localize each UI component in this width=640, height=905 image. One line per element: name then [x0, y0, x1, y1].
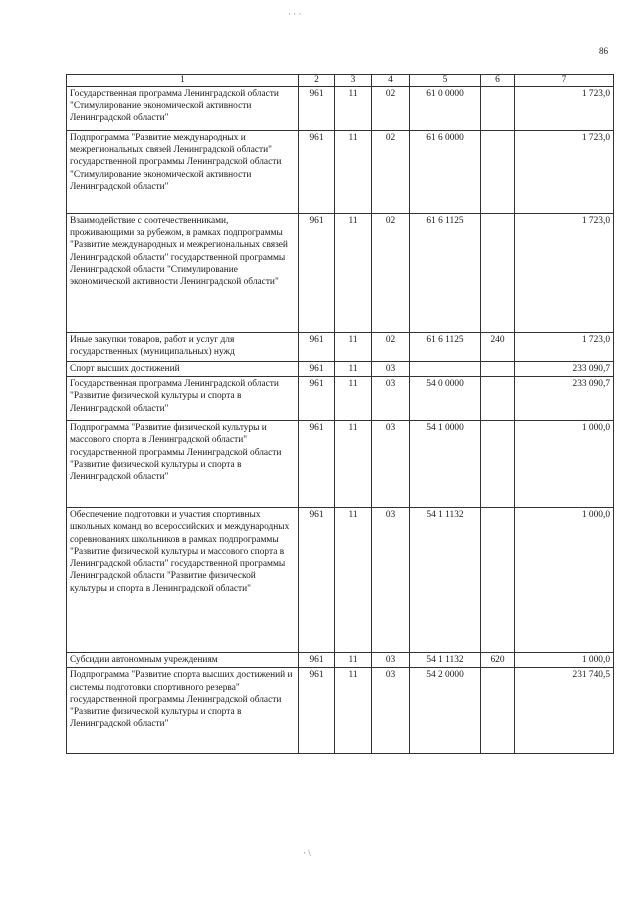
- cell-col4: 03: [372, 508, 410, 653]
- cell-col4: 03: [372, 668, 410, 754]
- cell-col3: 11: [335, 377, 372, 421]
- cell-col2: 961: [299, 87, 335, 131]
- column-header: 3: [335, 75, 372, 87]
- cell-col6: [481, 87, 515, 131]
- cell-col7: 1 723,0: [515, 87, 614, 131]
- page-number: 86: [599, 46, 608, 56]
- cell-col6: [481, 131, 515, 214]
- table-row: [67, 131, 614, 214]
- table-row: [67, 362, 614, 377]
- column-header: 7: [515, 75, 614, 87]
- cell-col7: 1 000,0: [515, 421, 614, 508]
- cell-col4: 02: [372, 131, 410, 214]
- cell-col7: 1 723,0: [515, 131, 614, 214]
- cell-col2: 961: [299, 508, 335, 653]
- cell-col5: [410, 362, 481, 377]
- cell-col4: 02: [372, 87, 410, 131]
- table-row: [67, 333, 614, 362]
- row-name: Иные закупки товаров, работ и услуг для государственных (муниципальных) нужд: [67, 333, 299, 362]
- cell-col5: 54 1 0000: [410, 421, 481, 508]
- table-row: [67, 87, 614, 131]
- column-header: 4: [372, 75, 410, 87]
- cell-col3: 11: [335, 508, 372, 653]
- cell-col3: 11: [335, 214, 372, 333]
- cell-col2: 961: [299, 377, 335, 421]
- column-header: 6: [481, 75, 515, 87]
- cell-col4: 02: [372, 214, 410, 333]
- row-name: Государственная программа Ленинградской области "Стимулирование экономической активности Ленинградской области": [67, 87, 299, 131]
- cell-col4: 03: [372, 421, 410, 508]
- cell-col6: [481, 508, 515, 653]
- cell-col7: 233 090,7: [515, 362, 614, 377]
- cell-col4: 03: [372, 377, 410, 421]
- cell-col7: 1 723,0: [515, 214, 614, 333]
- header-row: [67, 75, 614, 87]
- cell-col3: 11: [335, 421, 372, 508]
- cell-col5: 54 0 0000: [410, 377, 481, 421]
- scan-mark-bottom: · \: [303, 848, 311, 858]
- table-row: [67, 508, 614, 653]
- cell-col3: 11: [335, 333, 372, 362]
- cell-col7: 231 740,5: [515, 668, 614, 754]
- row-name: Подпрограмма "Развитие спорта высших достижений и системы подготовки спортивного резерва" государственной программы Ленинградской области "Развитие физической культуры и спорта в Ленинградской области": [67, 668, 299, 754]
- cell-col6: [481, 421, 515, 508]
- cell-col7: 1 723,0: [515, 333, 614, 362]
- table-row: [67, 214, 614, 333]
- cell-col3: 11: [335, 668, 372, 754]
- table-row: [67, 377, 614, 421]
- row-name: Обеспечение подготовки и участия спортивных школьных команд во всероссийских и международных соревнованиях школьников в рамках подпрограммы "Развитие физической культуры и массового спорта в Ленинградской области" государственной программы Ленинградской области "Развитие физической культуры и спорта в Ленинградской области": [67, 508, 299, 653]
- cell-col6: 240: [481, 333, 515, 362]
- cell-col2: 961: [299, 362, 335, 377]
- cell-col5: 61 6 0000: [410, 131, 481, 214]
- cell-col2: 961: [299, 333, 335, 362]
- cell-col2: 961: [299, 653, 335, 668]
- row-name: Взаимодействие с соотечественниками, проживающими за рубежом, в рамках подпрограммы "Развитие международных и межрегиональных связей Ленинградской области" государственной программы Ленинградской области "Стимулирование экономической активности Ленинградской области": [67, 214, 299, 333]
- cell-col3: 11: [335, 87, 372, 131]
- column-header: 2: [299, 75, 335, 87]
- cell-col6: [481, 668, 515, 754]
- cell-col2: 961: [299, 214, 335, 333]
- table-row: [67, 668, 614, 754]
- cell-col4: 03: [372, 653, 410, 668]
- row-name: Субсидии автономным учреждениям: [67, 653, 299, 668]
- cell-col2: 961: [299, 131, 335, 214]
- cell-col3: 11: [335, 362, 372, 377]
- scan-mark-top: · · ·: [288, 9, 302, 19]
- row-name: Подпрограмма "Развитие международных и межрегиональных связей Ленинградской области" государственной программы Ленинградской области "Стимулирование экономической активности Ленинградской области": [67, 131, 299, 214]
- table-row: [67, 653, 614, 668]
- row-name: Подпрограмма "Развитие физической культуры и массового спорта в Ленинградской области" государственной программы Ленинградской области "Развитие физической культуры и спорта в Ленинградской области": [67, 421, 299, 508]
- cell-col5: 61 0 0000: [410, 87, 481, 131]
- cell-col5: 54 1 1132: [410, 653, 481, 668]
- cell-col3: 11: [335, 653, 372, 668]
- cell-col5: 54 1 1132: [410, 508, 481, 653]
- column-header: 1: [67, 75, 299, 87]
- cell-col6: [481, 377, 515, 421]
- cell-col6: [481, 362, 515, 377]
- cell-col5: 54 2 0000: [410, 668, 481, 754]
- cell-col7: 233 090,7: [515, 377, 614, 421]
- row-name: Государственная программа Ленинградской области "Развитие физической культуры и спорта в Ленинградской области": [67, 377, 299, 421]
- column-header: 5: [410, 75, 481, 87]
- cell-col2: 961: [299, 421, 335, 508]
- cell-col7: 1 000,0: [515, 653, 614, 668]
- cell-col5: 61 6 1125: [410, 214, 481, 333]
- budget-table: [66, 74, 614, 754]
- row-name: Спорт высших достижений: [67, 362, 299, 377]
- cell-col4: 02: [372, 333, 410, 362]
- cell-col4: 03: [372, 362, 410, 377]
- cell-col5: 61 6 1125: [410, 333, 481, 362]
- cell-col7: 1 000,0: [515, 508, 614, 653]
- table-row: [67, 421, 614, 508]
- cell-col3: 11: [335, 131, 372, 214]
- cell-col2: 961: [299, 668, 335, 754]
- cell-col6: [481, 214, 515, 333]
- cell-col6: 620: [481, 653, 515, 668]
